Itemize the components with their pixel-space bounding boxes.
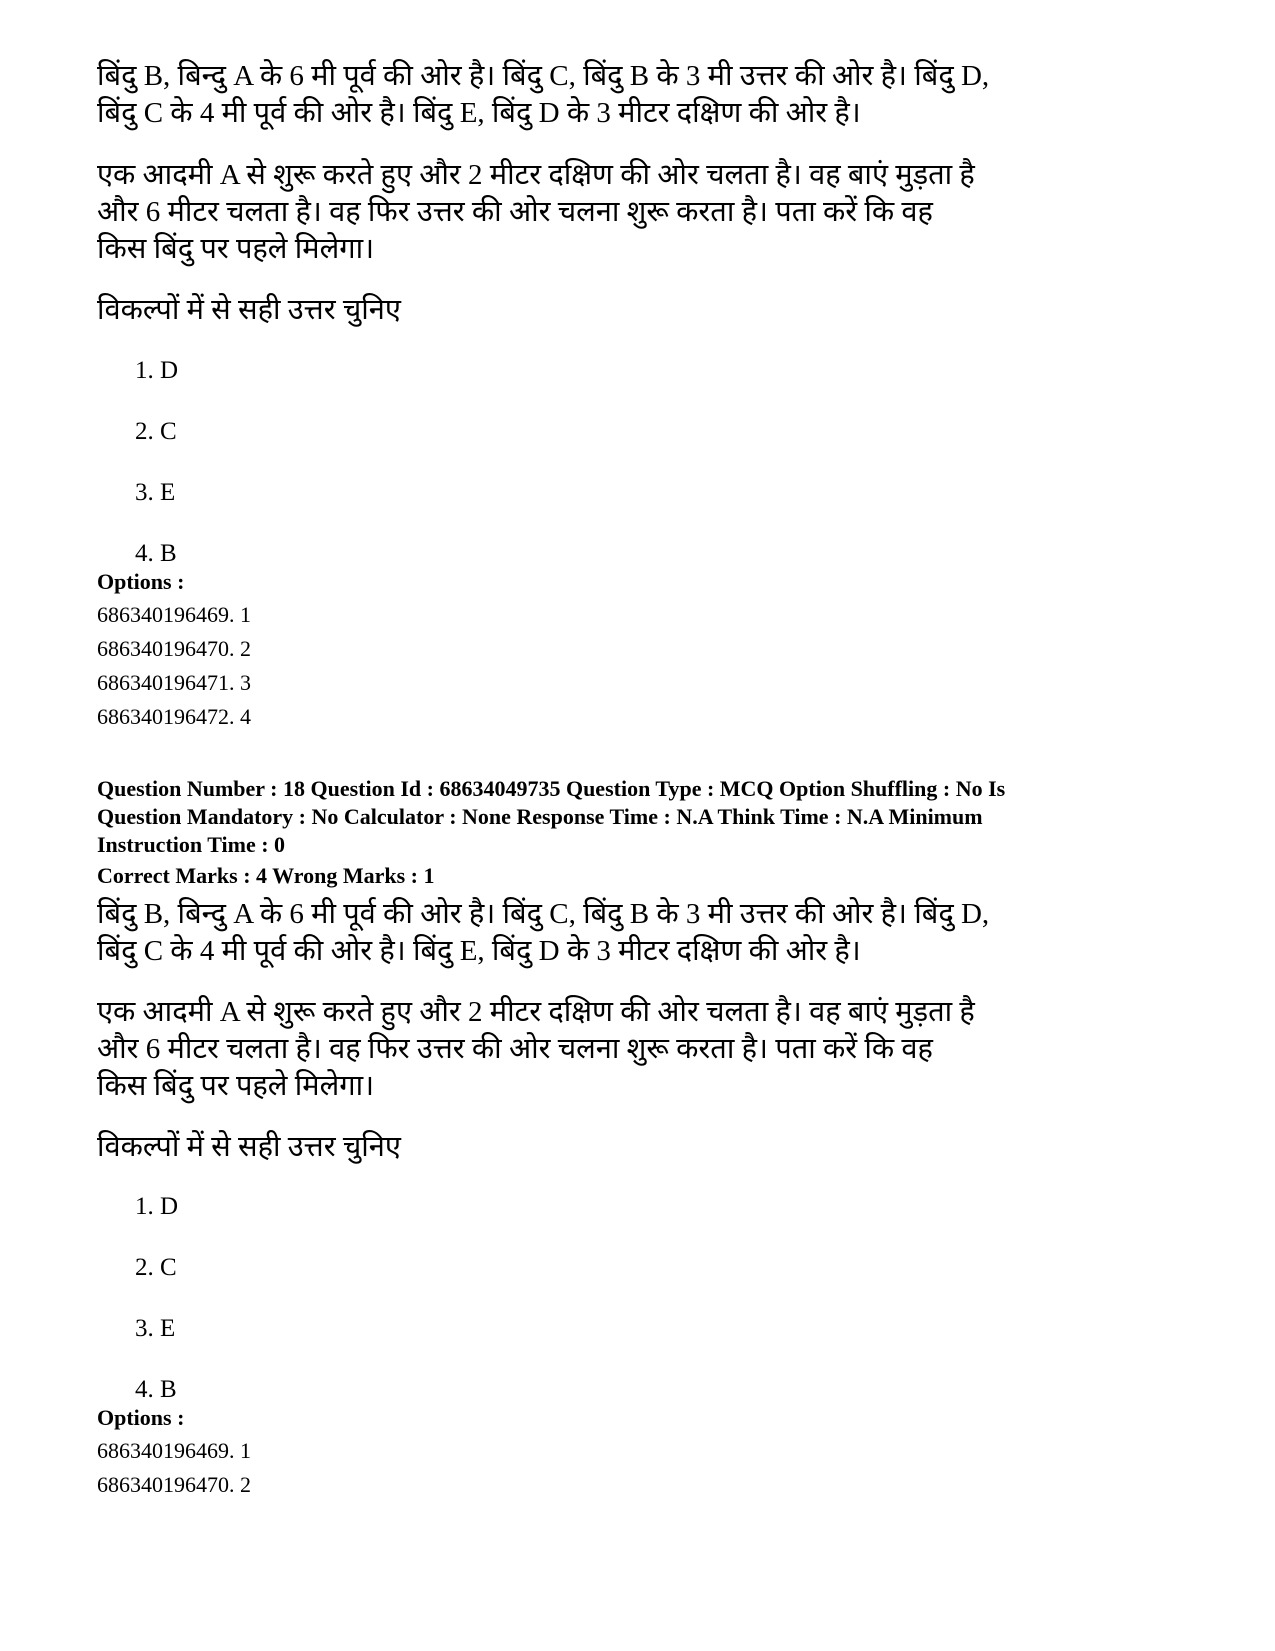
choice-3: 3. E <box>135 479 176 506</box>
text-line: किस बिंदु पर पहले मिलेगा। <box>97 1070 375 1102</box>
text-line: बिंदु C के 4 मी पूर्व की ओर है। बिंदु E, बिंदु D के 3 मीटर दक्षिण की ओर है। <box>97 97 861 129</box>
choice-3: 3. E <box>135 1315 176 1342</box>
text-line: एक आदमी A से शुरू करते हुए और 2 मीटर दक्षिण की ओर चलता है। वह बाएं मुड़ता है <box>97 996 975 1028</box>
question-18-paragraph-1 <box>97 896 1197 970</box>
question-18-metadata <box>97 775 1197 859</box>
metadata-line: Question Mandatory : No Calculator : None Response Time : N.A Think Time : N.A Minimum <box>97 804 983 829</box>
choice-1: 1. D <box>135 357 179 384</box>
option-id: 686340196471. 3 <box>97 670 251 695</box>
question-18-marks: Correct Marks : 4 Wrong Marks : 1 <box>97 863 435 888</box>
options-section <box>97 568 1197 734</box>
choice-2: 2. C <box>135 1254 177 1281</box>
question-17-paragraph-1 <box>97 58 1197 132</box>
text-line: और 6 मीटर चलता है। वह फिर उत्तर की ओर चलना शुरू करता है। पता करें कि वह <box>97 196 933 228</box>
option-id: 686340196470. 2 <box>97 1472 251 1497</box>
option-id: 686340196469. 1 <box>97 602 251 627</box>
question-17-paragraph-2 <box>97 157 1197 268</box>
options-label: Options : <box>97 1405 185 1430</box>
metadata-line: Question Number : 18 Question Id : 68634049735 Question Type : MCQ Option Shuffling : No Is <box>97 776 1006 801</box>
choice-4: 4. B <box>135 1376 177 1403</box>
option-id: 686340196472. 4 <box>97 704 251 729</box>
choice-4: 4. B <box>135 540 177 567</box>
text-line: किस बिंदु पर पहले मिलेगा। <box>97 233 375 265</box>
question-17-prompt: विकल्पों में से सही उत्तर चुनिए <box>97 294 401 326</box>
text-line: और 6 मीटर चलता है। वह फिर उत्तर की ओर चलना शुरू करता है। पता करें कि वह <box>97 1033 933 1065</box>
option-id: 686340196470. 2 <box>97 636 251 661</box>
choice-1: 1. D <box>135 1193 179 1220</box>
question-18-prompt: विकल्पों में से सही उत्तर चुनिए <box>97 1131 401 1163</box>
question-18-paragraph-2 <box>97 994 1197 1105</box>
choice-2: 2. C <box>135 418 177 445</box>
option-id: 686340196469. 1 <box>97 1438 251 1463</box>
options-label: Options : <box>97 569 185 594</box>
metadata-line: Instruction Time : 0 <box>97 832 286 857</box>
text-line: बिंदु B, बिन्दु A के 6 मी पूर्व की ओर है। बिंदु C, बिंदु B के 3 मी उत्तर की ओर है। बिंदु D, <box>97 60 990 92</box>
text-line: बिंदु B, बिन्दु A के 6 मी पूर्व की ओर है। बिंदु C, बिंदु B के 3 मी उत्तर की ओर है। बिंदु D, <box>97 898 990 930</box>
options-section <box>97 1404 1197 1502</box>
text-line: एक आदमी A से शुरू करते हुए और 2 मीटर दक्षिण की ओर चलता है। वह बाएं मुड़ता है <box>97 159 975 191</box>
text-line: बिंदु C के 4 मी पूर्व की ओर है। बिंदु E, बिंदु D के 3 मीटर दक्षिण की ओर है। <box>97 935 861 967</box>
